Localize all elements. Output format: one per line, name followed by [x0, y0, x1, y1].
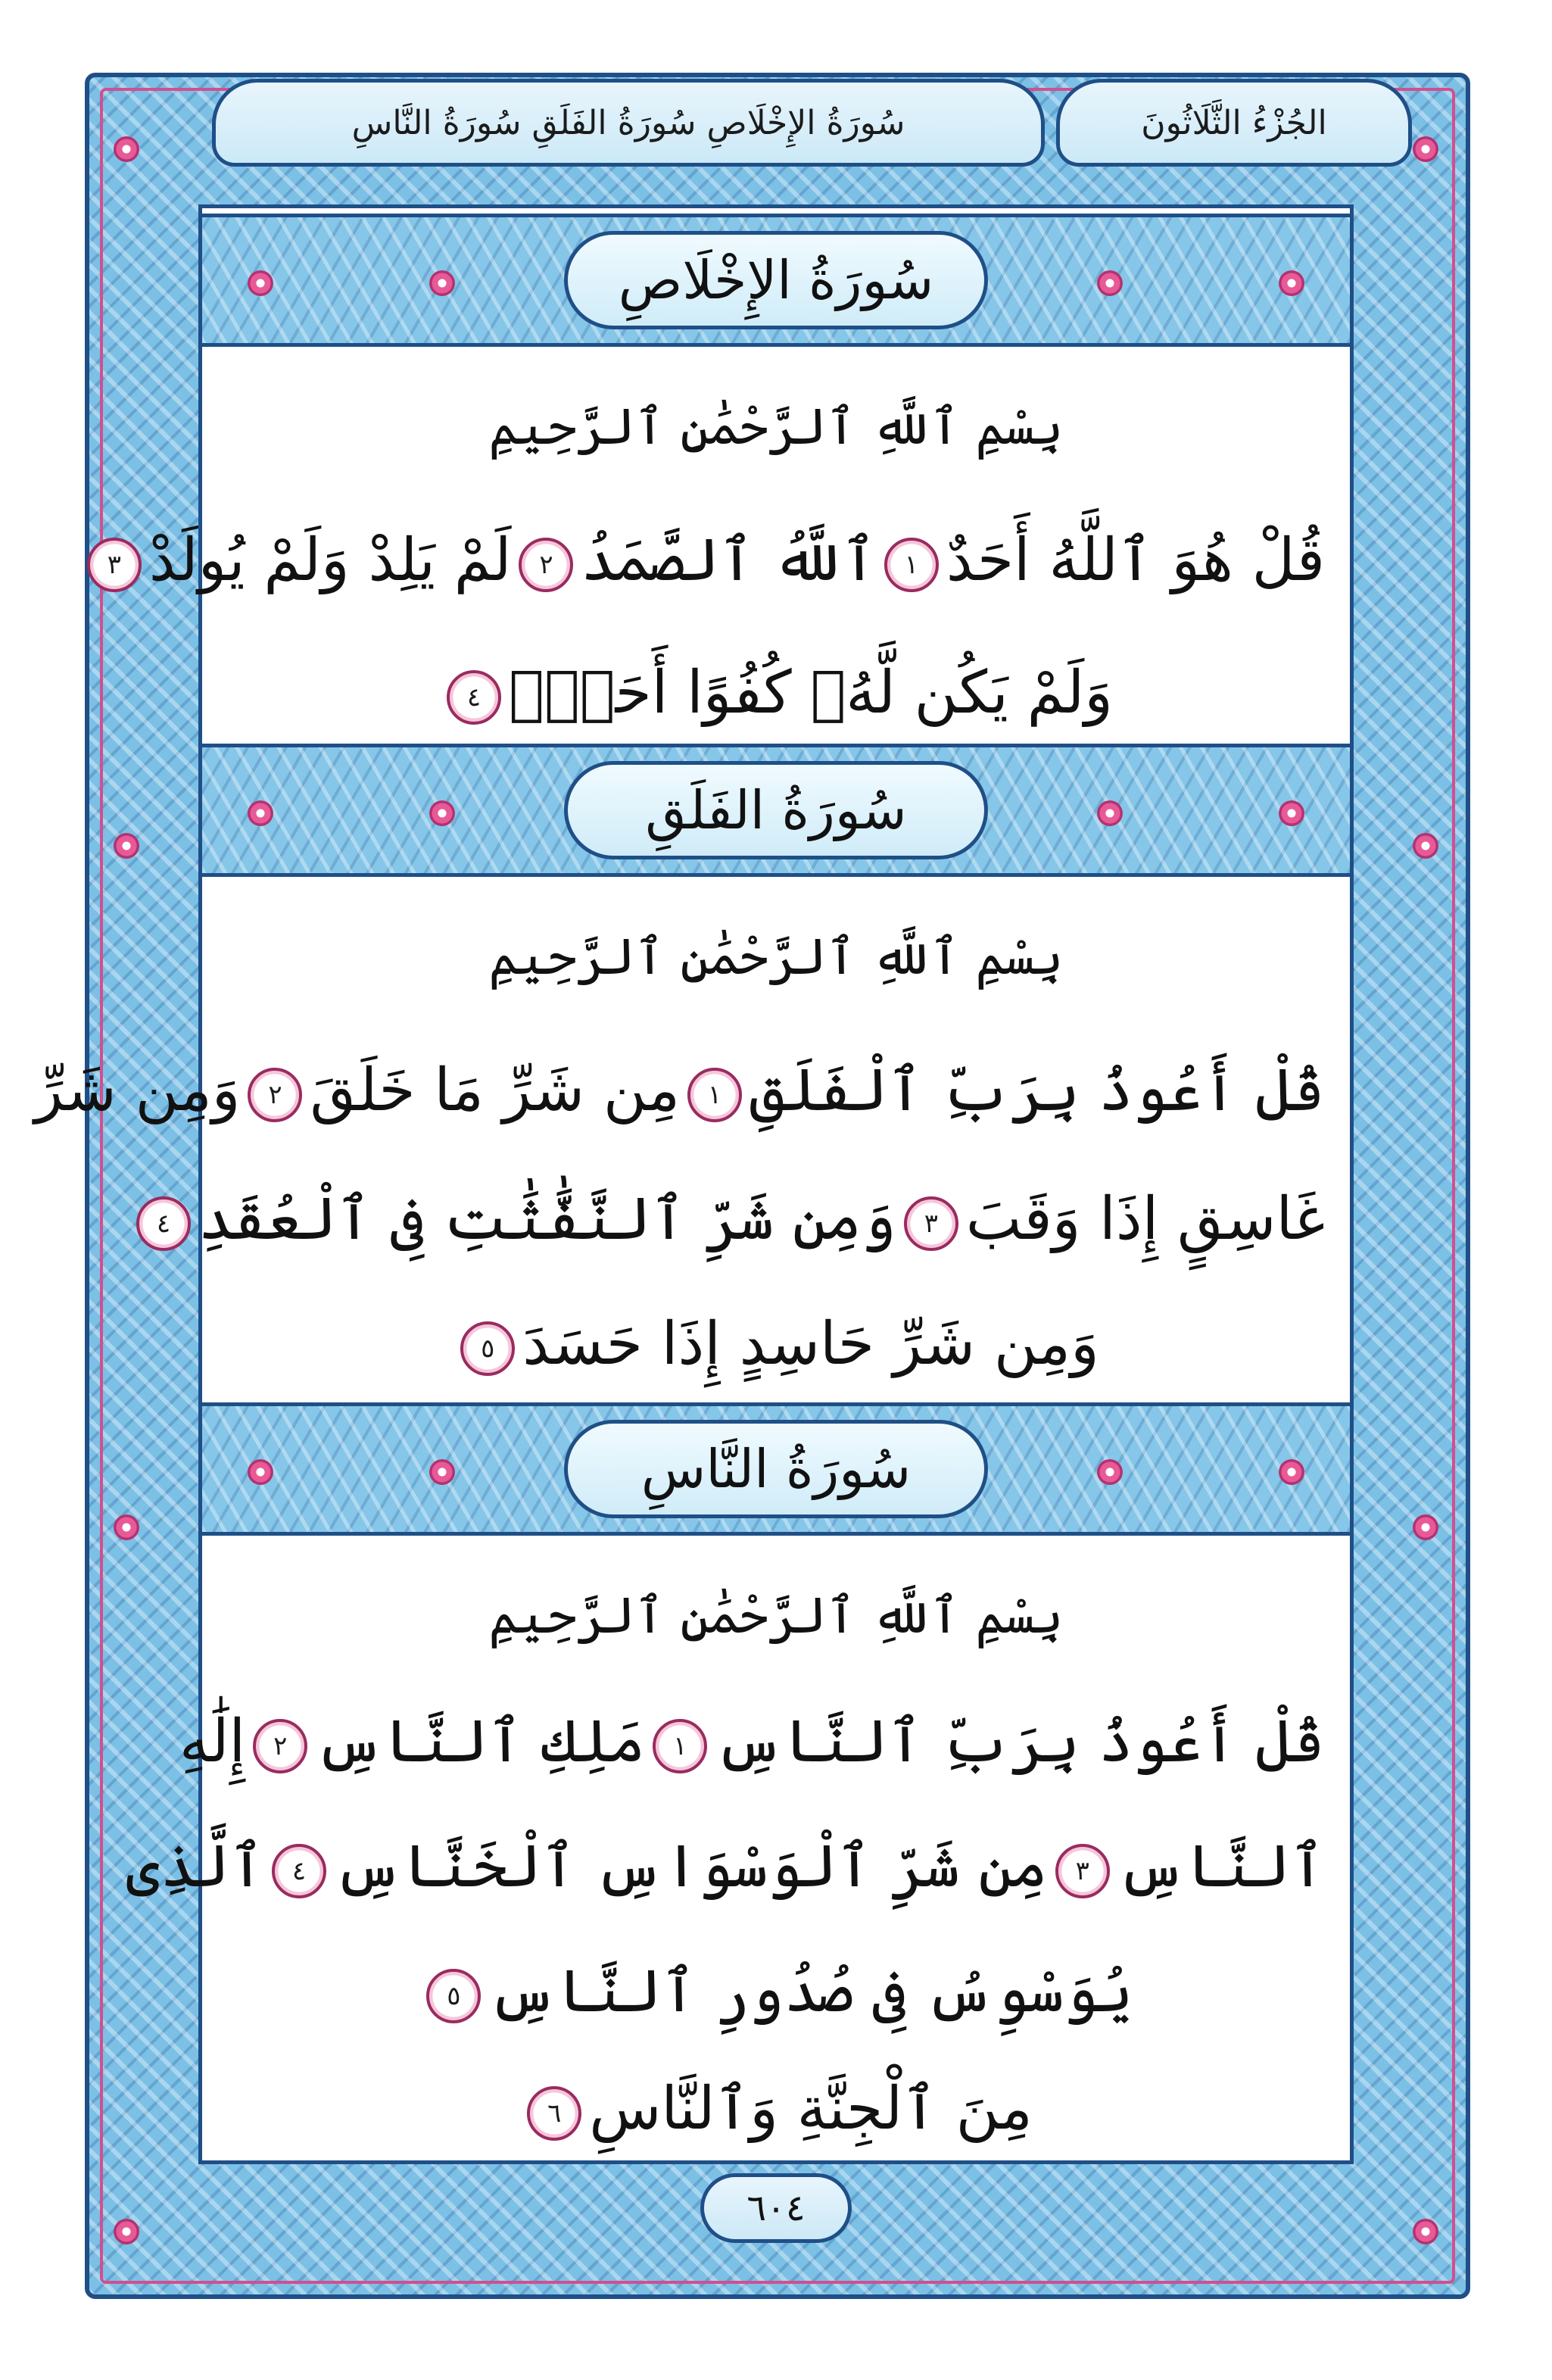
verse-text: قُلْ أَعُوذُ بِرَبِّ ٱلنَّاسِ	[715, 1708, 1325, 1776]
verse-line	[227, 1310, 1325, 1378]
rosette-ornament	[248, 270, 273, 296]
verse-line	[156, 1185, 1325, 1253]
verse-text: ٱلنَّاسِ	[1117, 1833, 1325, 1901]
rosette-ornament	[1413, 833, 1438, 859]
verse-line	[126, 1833, 1325, 1901]
verse-line	[227, 2075, 1325, 2143]
verse-text: مَلِكِ ٱلنَّاسِ	[315, 1708, 646, 1776]
verse-line	[227, 659, 1325, 727]
verse-line	[34, 1056, 1325, 1124]
rosette-ornament	[1097, 800, 1123, 826]
verse-text: مِن شَرِّ ٱلْوَسْوَاسِ ٱلْخَنَّاسِ	[334, 1833, 1048, 1901]
verse-text: مِن شَرِّ مَا خَلَقَ	[310, 1056, 681, 1124]
ayah-number-marker: ٦	[527, 2086, 581, 2141]
rosette-ornament	[429, 270, 455, 296]
verse-text: إِلَٰهِ	[179, 1708, 246, 1776]
verse-line	[107, 526, 1325, 594]
rosette-ornament	[248, 800, 273, 826]
ayah-number-marker: ٢	[248, 1068, 302, 1122]
rosette-ornament	[1413, 136, 1438, 162]
ayah-number-marker: ٤	[272, 1844, 326, 1898]
ayah-number-marker: ٢	[253, 1719, 307, 1773]
juz-label: الجُزْءُ الثَّلَاثُونَ	[1056, 79, 1412, 167]
verse-text: ٱللَّهُ ٱلصَّمَدُ	[581, 526, 877, 594]
rosette-ornament	[1097, 1459, 1123, 1485]
ayah-number-marker: ٣	[1055, 1844, 1110, 1898]
verse-line	[179, 1708, 1325, 1776]
rosette-ornament	[114, 136, 139, 162]
ayah-number-marker: ٢	[519, 538, 573, 592]
rosette-ornament	[429, 1459, 455, 1485]
ayah-number-marker: ١	[884, 538, 939, 592]
verse-text: قُلْ أَعُوذُ بِرَبِّ ٱلْفَلَقِ	[750, 1056, 1325, 1124]
rosette-ornament	[1413, 2219, 1438, 2244]
verse-text: يُوَسْوِسُ فِى صُدُورِ ٱلنَّاسِ	[488, 1957, 1133, 2026]
ayah-number-marker: ٥	[460, 1321, 515, 1376]
verse-text: وَمِن شَرِّ ٱلنَّفَّٰثَٰتِ فِى ٱلْعُقَدِ	[198, 1185, 896, 1253]
rosette-ornament	[1279, 270, 1304, 296]
rosette-ornament	[114, 1514, 139, 1540]
surah-title-band	[198, 744, 1354, 877]
ayah-number-marker: ٣	[904, 1196, 958, 1251]
basmala: بِسْمِ ٱللَّهِ ٱلرَّحْمَٰنِ ٱلرَّحِيمِ	[488, 398, 1064, 456]
basmala: بِسْمِ ٱللَّهِ ٱلرَّحْمَٰنِ ٱلرَّحِيمِ	[488, 1586, 1064, 1645]
rosette-ornament	[429, 800, 455, 826]
ayah-number-marker: ٥	[426, 1969, 481, 2023]
verse-text: لَمْ يَلِدْ وَلَمْ يُولَدْ	[148, 526, 512, 594]
surah-names-header: سُورَةُ الإِخْلَاصِ سُورَةُ الفَلَقِ سُورَةُ النَّاسِ	[212, 79, 1045, 167]
verse-text: وَلَمْ يَكُن لَّهُۥ كُفُوًا أَحَدٌۢ	[509, 659, 1113, 727]
surah-title-band	[198, 214, 1354, 347]
ayah-number-marker: ٣	[87, 538, 142, 592]
rosette-ornament	[1279, 800, 1304, 826]
page-number: ٦٠٤	[700, 2173, 852, 2243]
verse-text: وَمِن شَرِّ حَاسِدٍ إِذَا حَسَدَ	[522, 1310, 1099, 1378]
verse-line	[227, 1957, 1325, 2026]
rosette-ornament	[1097, 270, 1123, 296]
verse-text: وَمِن شَرِّ	[34, 1056, 241, 1124]
rosette-ornament	[114, 833, 139, 859]
ayah-number-marker: ١	[653, 1719, 707, 1773]
verse-text: غَاسِقٍ إِذَا وَقَبَ	[965, 1185, 1325, 1253]
basmala: بِسْمِ ٱللَّهِ ٱلرَّحْمَٰنِ ٱلرَّحِيمِ	[488, 928, 1064, 986]
rosette-ornament	[1413, 1514, 1438, 1540]
rosette-ornament	[1279, 1459, 1304, 1485]
verse-text: قُلْ هُوَ ٱللَّهُ أَحَدٌ	[946, 526, 1325, 594]
rosette-ornament	[248, 1459, 273, 1485]
surah-title-band	[198, 1402, 1354, 1536]
ayah-number-marker: ٤	[447, 670, 501, 725]
surah-title: سُورَةُ النَّاسِ	[564, 1420, 988, 1518]
verse-text: مِنَ ٱلْجِنَّةِ وَٱلنَّاسِ	[589, 2075, 1033, 2143]
surah-title: سُورَةُ الإِخْلَاصِ	[564, 231, 988, 329]
rosette-ornament	[114, 2219, 139, 2244]
surah-title: سُورَةُ الفَلَقِ	[564, 761, 988, 859]
verse-text: ٱلَّذِى	[126, 1833, 265, 1901]
ayah-number-marker: ١	[687, 1068, 742, 1122]
ayah-number-marker: ٤	[136, 1196, 191, 1251]
